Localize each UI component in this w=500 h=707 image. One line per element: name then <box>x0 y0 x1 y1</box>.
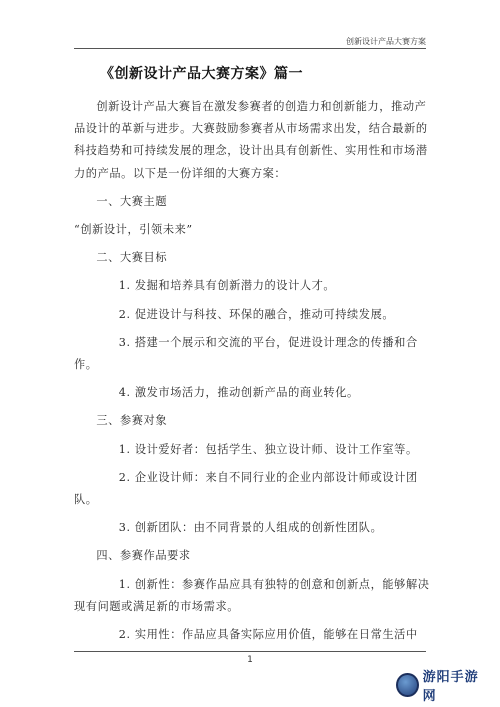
requirement-item: 1. 创新性：参赛作品应具有独特的创意和创新点，能够解决现有问题或满足新的市场需求。 <box>74 577 430 613</box>
watermark-logo-icon <box>396 673 419 697</box>
audience-item: 2. 企业设计师：来自不同行业的企业内部设计师或设计团队。 <box>74 470 418 507</box>
document-body <box>74 96 430 652</box>
site-watermark <box>396 670 488 704</box>
section-heading-theme: 一、大赛主题 <box>96 194 168 208</box>
page-title: 《创新设计产品大赛方案》篇一 <box>100 66 303 82</box>
intro-paragraph: 创新设计产品大赛旨在激发参赛者的创造力和创新能力，推动产品设计的革新与进步。大赛鼓励参赛者从市场需求出发，结合最新的科技趋势和可持续发展的理念，设计出具有创新性、实用性和市场潜力的产品。以下是一份详细的大赛方案： <box>74 100 428 180</box>
watermark-text: 游阳手游网 <box>422 670 479 704</box>
header-doc-name: 创新设计产品大赛方案 <box>346 37 426 46</box>
audience-item: 1. 设计爱好者：包括学生、独立设计师、设计工作室等。 <box>118 442 418 456</box>
page-number: 1 <box>247 655 253 665</box>
requirement-item: 2. 实用性：作品应具备实际应用价值，能够在日常生活中 <box>118 628 418 642</box>
theme-value: “创新设计，引领未来” <box>74 223 193 237</box>
section-heading-goals: 二、大赛目标 <box>96 251 168 265</box>
section-heading-audience: 三、参赛对象 <box>96 414 168 428</box>
goal-item: 4. 激发市场活力，推动创新产品的商业转化。 <box>118 386 359 400</box>
section-heading-requirements: 四、参赛作品要求 <box>96 549 191 563</box>
audience-item: 3. 创新团队：由不同背景的人组成的创新性团队。 <box>118 521 383 535</box>
header-rule <box>74 48 426 49</box>
goal-item: 3. 搭建一个展示和交流的平台，促进设计理念的传播和合作。 <box>74 335 418 372</box>
footer-rule <box>74 651 426 652</box>
goal-item: 1. 发掘和培养具有创新潜力的设计人才。 <box>118 279 336 293</box>
goal-item: 2. 促进设计与科技、环保的融合，推动可持续发展。 <box>118 307 395 321</box>
